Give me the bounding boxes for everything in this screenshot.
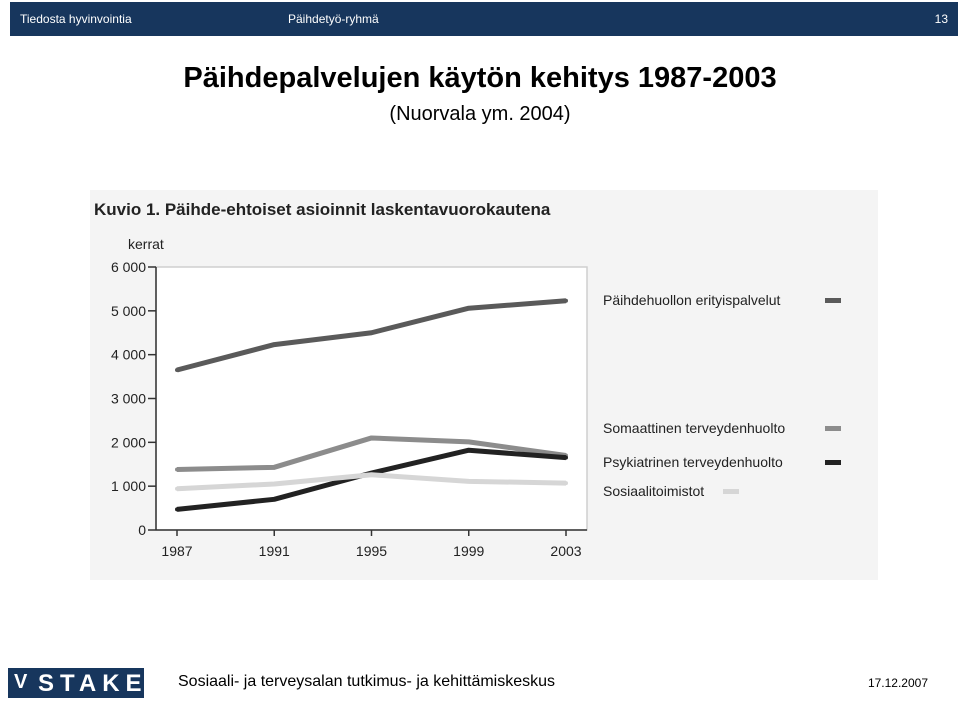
organization-name: Sosiaali- ja terveysalan tutkimus- ja kehittämiskeskus bbox=[178, 673, 556, 690]
line-chart bbox=[90, 190, 878, 580]
legend bbox=[603, 292, 841, 499]
data-point bbox=[370, 331, 374, 335]
x-tick-label: 1999 bbox=[453, 543, 485, 559]
y-tick-label: 5 000 bbox=[110, 302, 146, 319]
legend-swatch bbox=[825, 426, 841, 431]
x-tick-label: 2003 bbox=[550, 543, 582, 559]
logo-word: STAKES bbox=[38, 670, 170, 697]
legend-swatch bbox=[825, 460, 841, 465]
data-point bbox=[272, 497, 276, 501]
data-point bbox=[467, 448, 471, 452]
data-point bbox=[370, 436, 374, 440]
y-tick-label: 4 000 bbox=[110, 346, 146, 363]
legend-label: Psykiatrinen terveydenhuolto bbox=[603, 454, 783, 470]
legend-label: Sosiaalitoimistot bbox=[603, 483, 705, 499]
data-point bbox=[272, 482, 276, 486]
figure-panel bbox=[90, 190, 878, 580]
slide-subtitle: (Nuorvala ym. 2004) bbox=[389, 103, 571, 125]
data-point bbox=[467, 306, 471, 310]
data-point bbox=[175, 487, 179, 491]
data-point bbox=[564, 456, 568, 460]
header-bar bbox=[10, 2, 958, 36]
header-left-text: Tiedosta hyvinvointia bbox=[20, 12, 132, 26]
legend-label: Somaattinen terveydenhuolto bbox=[603, 420, 786, 436]
logo-v-mark-icon: V bbox=[14, 671, 28, 693]
x-tick-label: 1987 bbox=[161, 543, 193, 559]
data-point bbox=[175, 368, 179, 372]
data-point bbox=[175, 507, 179, 511]
y-tick-label: 3 000 bbox=[110, 390, 146, 407]
y-tick-label: 6 000 bbox=[110, 259, 146, 275]
x-axis bbox=[156, 530, 587, 559]
slide-title: Päihdepalvelujen käytön kehitys 1987-2003 bbox=[183, 62, 777, 94]
data-point bbox=[467, 440, 471, 444]
data-point bbox=[272, 465, 276, 469]
x-tick-label: 1991 bbox=[258, 543, 290, 559]
data-point bbox=[370, 473, 374, 477]
y-tick-label: 2 000 bbox=[110, 434, 146, 451]
stakes-logo bbox=[8, 668, 170, 698]
data-point bbox=[272, 343, 276, 347]
data-point bbox=[175, 468, 179, 472]
chart-title: Kuvio 1. Päihde-ehtoiset asioinnit laskentavuorokautena bbox=[94, 200, 551, 219]
legend-swatch bbox=[723, 489, 739, 494]
legend-swatch bbox=[825, 298, 841, 303]
footer bbox=[0, 660, 960, 703]
header-group: Päihdetyö-ryhmä bbox=[288, 12, 379, 26]
footer-date: 17.12.2007 bbox=[867, 676, 928, 690]
slide-number: 13 bbox=[934, 12, 948, 26]
legend-label: Päihdehuollon erityispalvelut bbox=[603, 292, 781, 308]
y-axis-label: kerrat bbox=[128, 236, 164, 252]
y-tick-label: 1 000 bbox=[110, 478, 146, 495]
y-axis bbox=[111, 259, 156, 538]
y-tick-label: 0 bbox=[138, 522, 146, 538]
data-point bbox=[564, 299, 568, 303]
data-point bbox=[467, 479, 471, 483]
data-point bbox=[564, 481, 568, 485]
x-tick-label: 1995 bbox=[355, 543, 388, 559]
